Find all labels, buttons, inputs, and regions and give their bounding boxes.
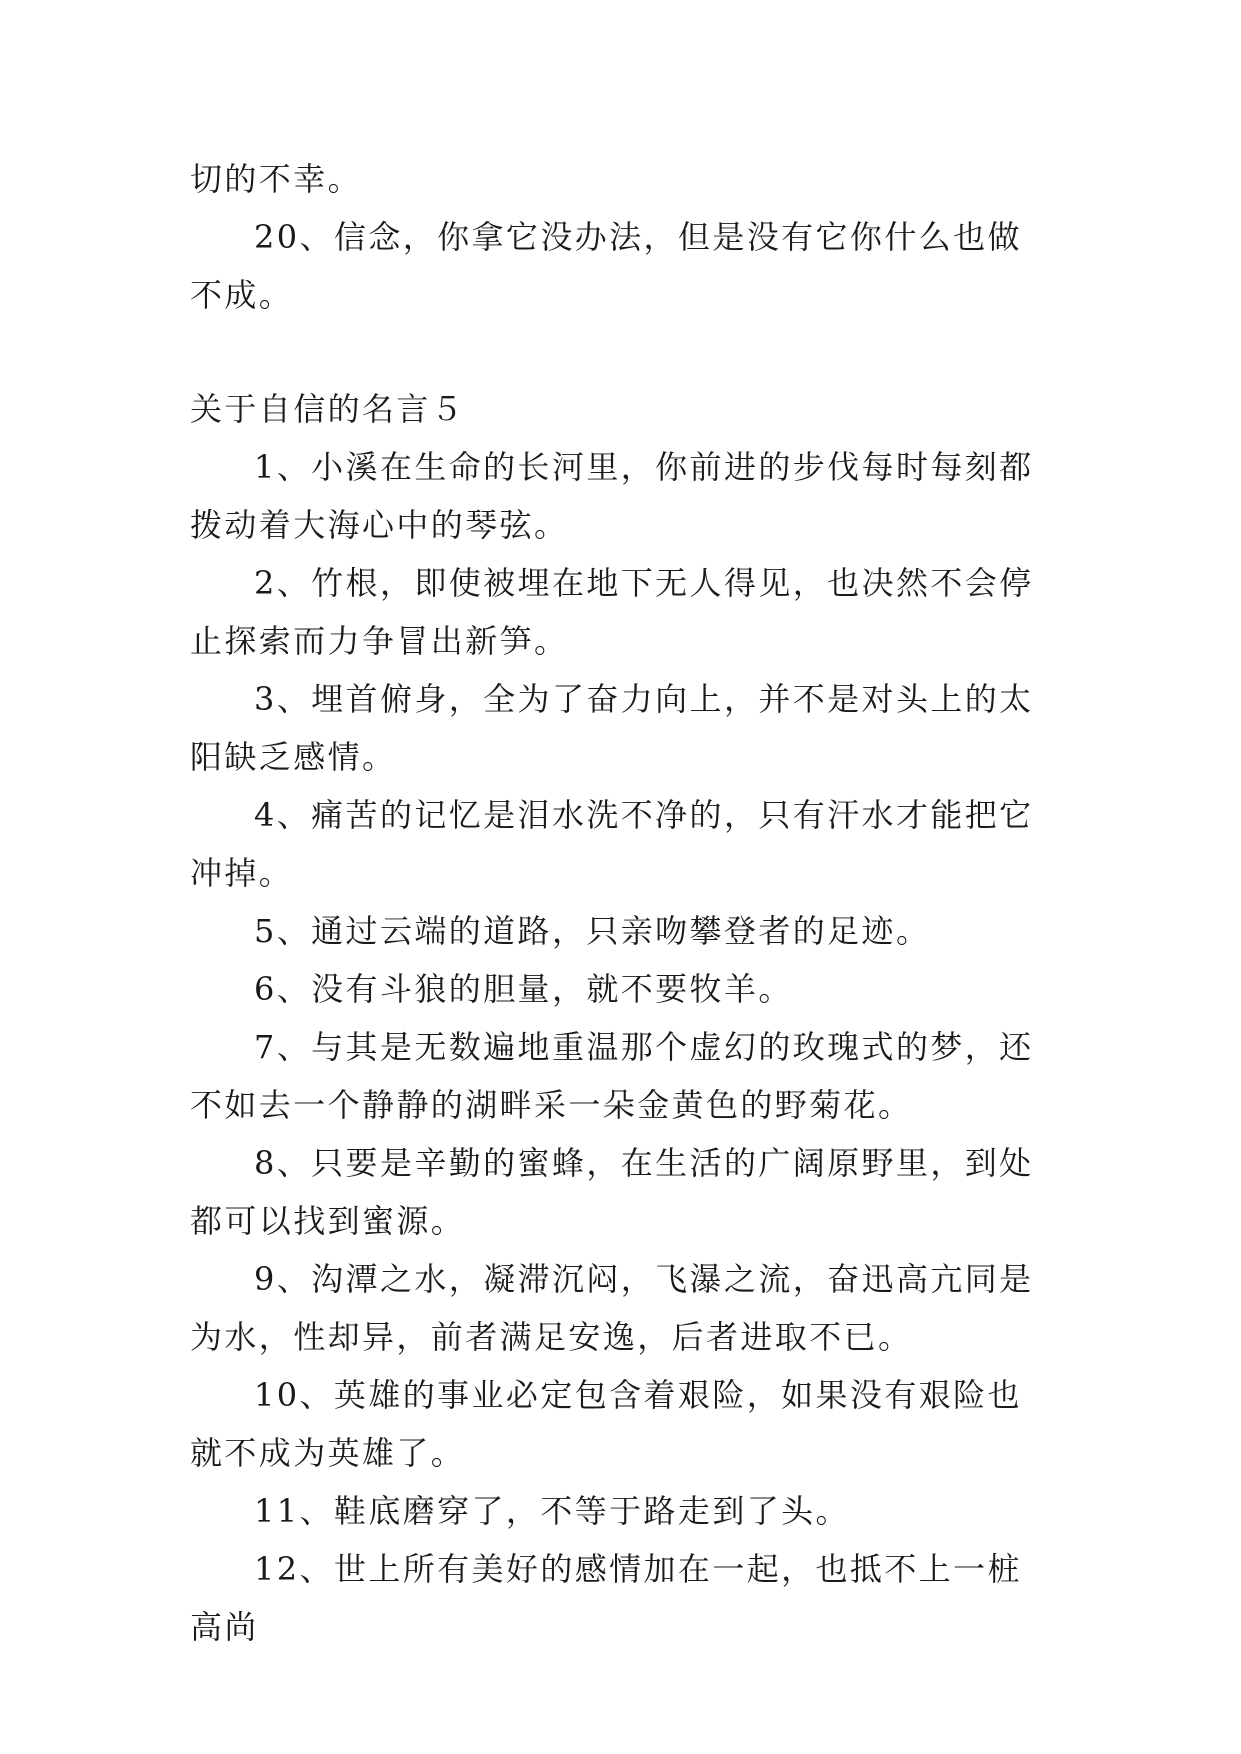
quote-item: 6、没有斗狼的胆量，就不要牧羊。 <box>254 970 793 1008</box>
quote-item: 1、小溪在生命的长河里，你前进的步伐每时每刻都拨动着大海心中的琴弦。 <box>190 448 1034 544</box>
document-body <box>190 150 1050 1656</box>
quote-item: 4、痛苦的记忆是泪水洗不净的，只有汗水才能把它冲掉。 <box>190 796 1034 892</box>
quote-item: 2、竹根，即使被埋在地下无人得见，也决然不会停止探索而力争冒出新笋。 <box>190 564 1034 660</box>
quote-item-20: 20、信念，你拿它没办法，但是没有它你什么也做不成。 <box>190 218 1022 314</box>
quote-item: 10、英雄的事业必定包含着艰险，如果没有艰险也就不成为英雄了。 <box>190 1376 1022 1472</box>
quote-item: 11、鞋底磨穿了，不等于路走到了头。 <box>254 1492 850 1530</box>
quote-item: 9、沟潭之水，凝滞沉闷，飞瀑之流，奋迅高亢同是为水，性却异，前者满足安逸，后者进取不已。 <box>190 1260 1034 1356</box>
quote-item: 5、通过云端的道路，只亲吻攀登者的足迹。 <box>254 912 931 950</box>
quote-item: 8、只要是辛勤的蜜蜂，在生活的广阔原野里，到处都可以找到蜜源。 <box>190 1144 1034 1240</box>
quote-item: 12、世上所有美好的感情加在一起，也抵不上一桩高尚 <box>190 1550 1022 1646</box>
section-heading: 关于自信的名言５ <box>190 390 466 428</box>
quote-item: 7、与其是无数遍地重温那个虚幻的玫瑰式的梦，还不如去一个静静的湖畔采一朵金黄色的野菊花。 <box>190 1028 1034 1124</box>
quote-item: 3、埋首俯身，全为了奋力向上，并不是对头上的太阳缺乏感情。 <box>190 680 1034 776</box>
lead-fragment: 切的不幸。 <box>190 160 363 198</box>
